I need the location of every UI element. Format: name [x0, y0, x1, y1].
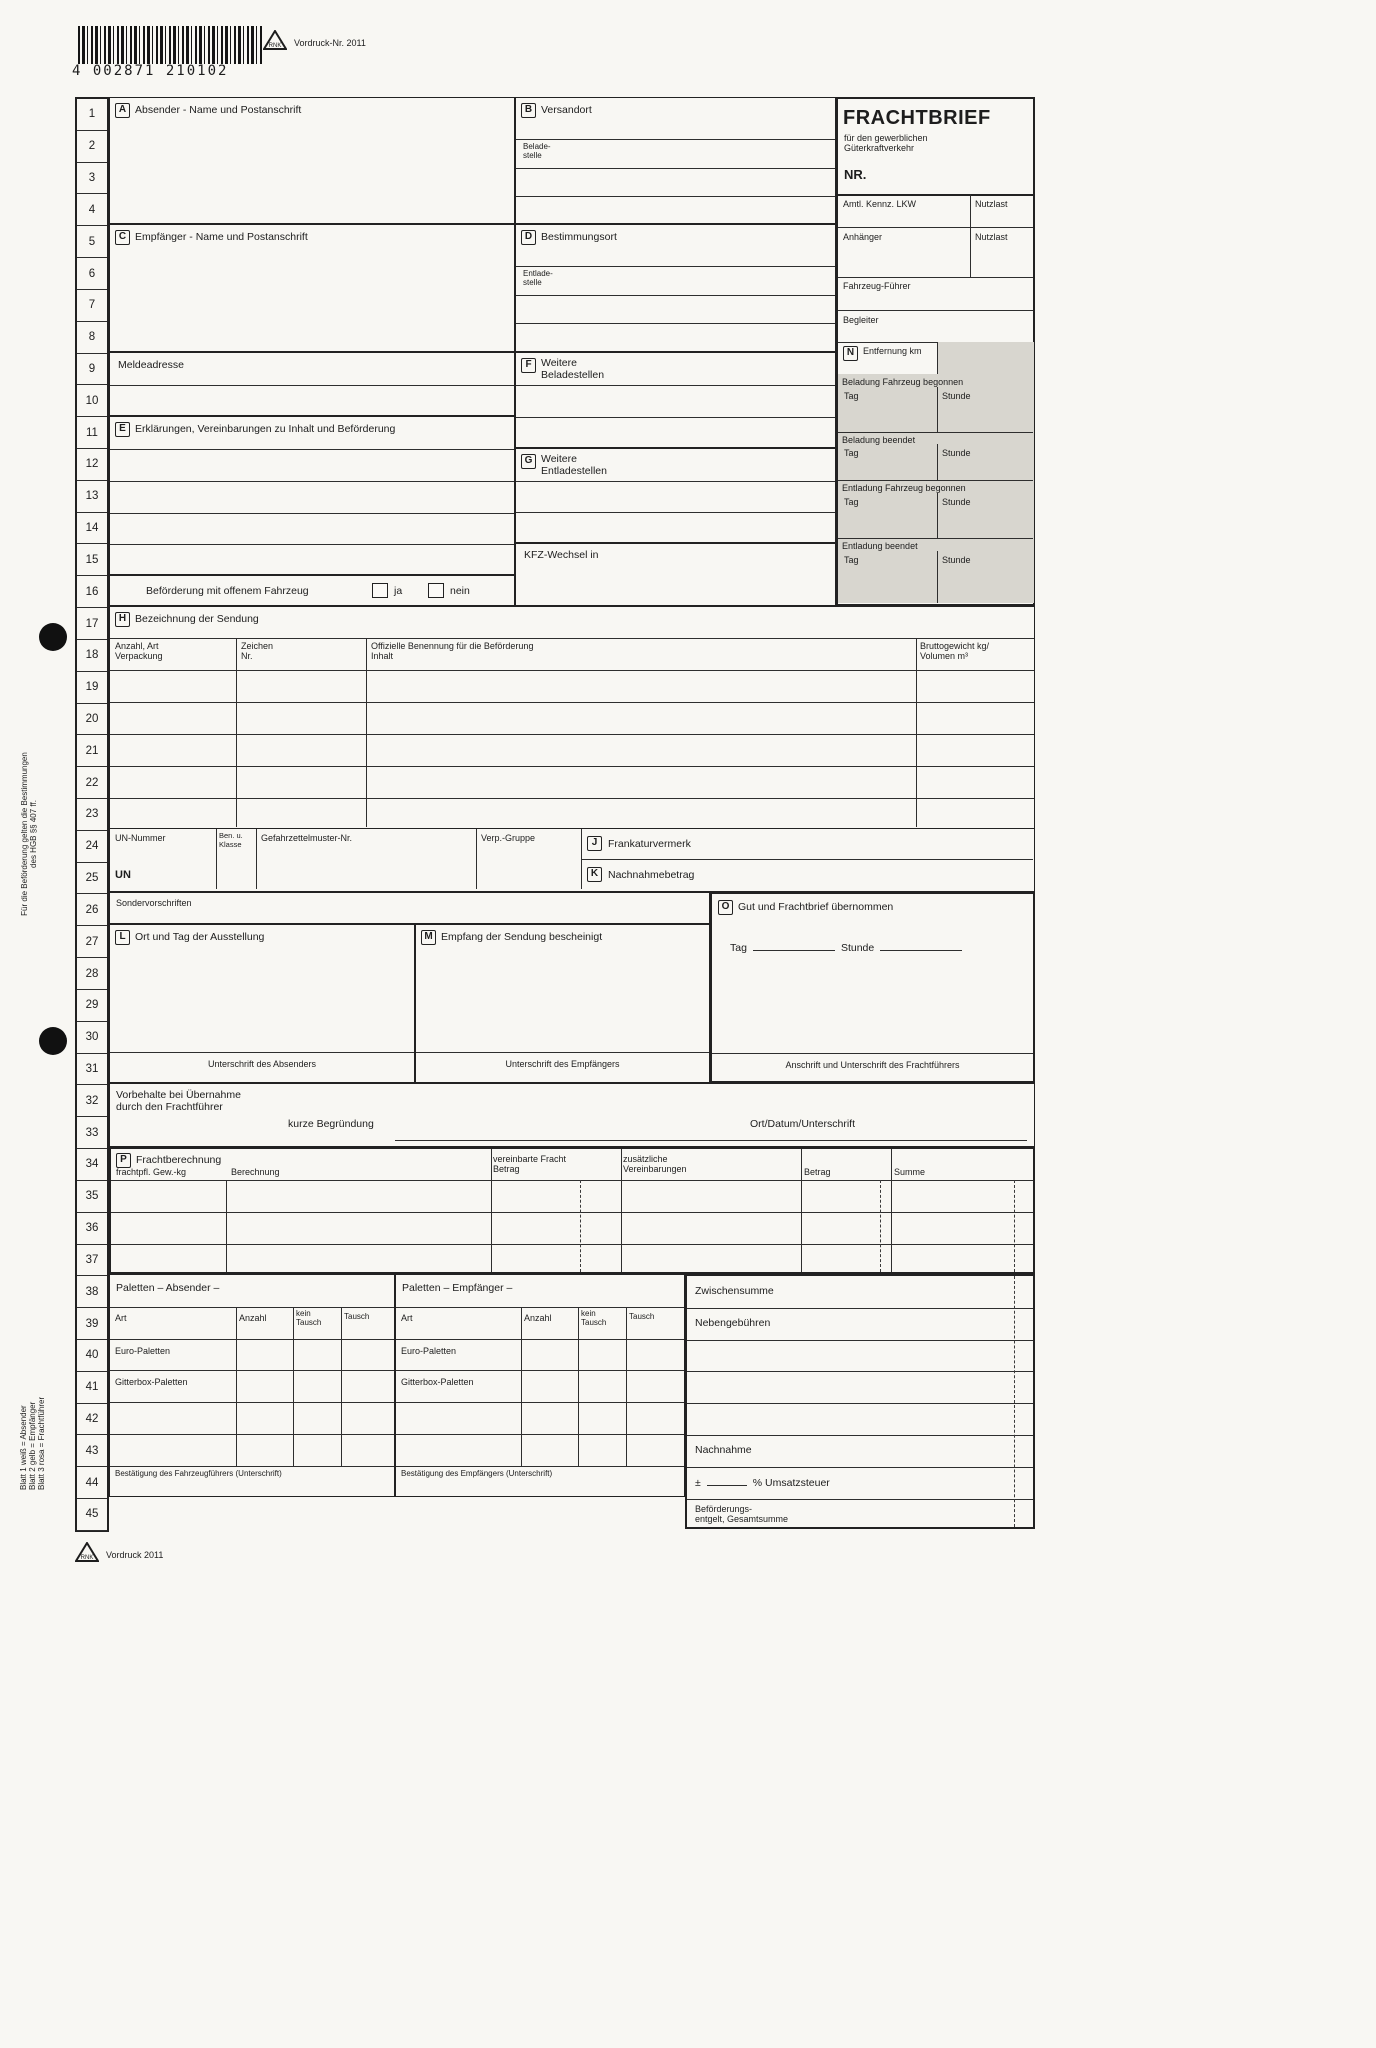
- ort-datum-unterschrift-label: Ort/Datum/Unterschrift: [750, 1118, 856, 1130]
- vendor-note-top: Vordruck-Nr. 2011: [294, 38, 366, 48]
- stunde-label: Stunde: [942, 391, 971, 401]
- letter-badge-m: M: [421, 930, 436, 945]
- row-number: 1: [77, 99, 107, 131]
- zwischensumme-label: Zwischensumme: [695, 1285, 774, 1297]
- umsatzsteuer-label: % Umsatzsteuer: [752, 1477, 830, 1489]
- empfang-label: Empfang der Sendung bescheinigt: [441, 931, 603, 943]
- uebernahme-box[interactable]: [710, 892, 1035, 1083]
- stunde-label: Stunde: [840, 942, 875, 954]
- decimal-line: [880, 1180, 881, 1272]
- kfz-wechsel-box[interactable]: [515, 543, 836, 606]
- rule-line: [236, 1307, 237, 1466]
- rule-line: [396, 1370, 684, 1371]
- letter-badge-e: E: [115, 422, 130, 437]
- row-number: 42: [77, 1404, 107, 1436]
- row-number: 27: [77, 926, 107, 958]
- rule-line: [476, 829, 477, 889]
- ausstellung-box[interactable]: [109, 924, 415, 1083]
- begleiter-label: Begleiter: [843, 315, 879, 325]
- barcode: [78, 26, 264, 64]
- rule-line: [970, 194, 971, 277]
- col-kein-tausch: kein Tausch: [296, 1309, 322, 1327]
- rule-line: [516, 266, 835, 267]
- section-d-label: Bestimmungsort: [541, 231, 617, 243]
- col-kein-tausch: kein Tausch: [581, 1309, 607, 1327]
- rule-line: [516, 196, 835, 197]
- col-betrag: Betrag: [804, 1167, 831, 1177]
- letter-badge-o: O: [718, 900, 733, 915]
- fahrer-label: Fahrzeug-Führer: [843, 281, 911, 291]
- tag-label: Tag: [730, 942, 747, 954]
- nebengebuehren-label: Nebengebühren: [695, 1317, 771, 1329]
- section-g-label: Weitere Entladestellen: [541, 453, 607, 478]
- frankaturvermerk-label: Frankaturvermerk: [608, 838, 691, 850]
- rule-line: [396, 1434, 684, 1435]
- row-number: 38: [77, 1276, 107, 1308]
- section-a-label: Absender - Name und Postanschrift: [135, 104, 302, 116]
- nr-label: NR.: [844, 167, 867, 182]
- fill-line[interactable]: [707, 1475, 747, 1486]
- col-bruttogewicht: Bruttogewicht kg/: [920, 641, 990, 651]
- paletten-absender-title: Paletten – Absender –: [116, 1282, 220, 1294]
- col-vereinbarte-fracht: vereinbarte Fracht: [493, 1154, 567, 1164]
- rule-line: [110, 766, 1034, 767]
- rule-line: [916, 638, 917, 827]
- kfz-wechsel-label: KFZ-Wechsel in: [524, 549, 599, 561]
- row-number: 9: [77, 354, 107, 386]
- meldeadresse-label: Meldeadresse: [118, 359, 184, 371]
- uebernahme-tag-stunde[interactable]: [730, 940, 968, 954]
- rule-line: [516, 168, 835, 169]
- nachnahme-label: Nachnahme: [695, 1444, 752, 1456]
- ausstellung-label: Ort und Tag der Ausstellung: [135, 931, 265, 943]
- rule-line: [396, 1339, 684, 1340]
- rule-line: [687, 1340, 1033, 1341]
- row-number: 25: [77, 863, 107, 895]
- tag-label: Tag: [844, 391, 859, 401]
- rule-line: [937, 342, 938, 374]
- vorbehalte-label1: Vorbehalte bei Übernahme: [116, 1089, 241, 1101]
- rule-line: [110, 544, 514, 545]
- letter-badge-n: N: [843, 346, 858, 361]
- rule-line: [110, 513, 514, 514]
- row-number: 18: [77, 640, 107, 672]
- row-number: 35: [77, 1181, 107, 1213]
- row-number: 29: [77, 990, 107, 1022]
- paletten-absender-table: [109, 1274, 395, 1497]
- section-a-box[interactable]: [109, 97, 515, 224]
- section-f-box[interactable]: [515, 352, 836, 448]
- frachtberechnung-title: Frachtberechnung: [136, 1154, 222, 1166]
- row-number: 5: [77, 226, 107, 258]
- paletten-empfaenger-footer: Bestätigung des Empfängers (Unterschrift): [401, 1469, 553, 1478]
- rule-line: [801, 1149, 802, 1272]
- sondervorschriften-label: Sondervorschriften: [116, 898, 192, 908]
- section-b-box[interactable]: [515, 97, 836, 224]
- copy-legend: Blatt 1 weiß = Absender Blatt 2 gelb = Empfänger Blatt 3 rosa = Frachtführer: [19, 1396, 46, 1490]
- row-number: 33: [77, 1117, 107, 1149]
- row-number: 45: [77, 1499, 107, 1531]
- rule-line: [110, 385, 514, 386]
- rule-line: [110, 638, 1034, 639]
- row-number: 4: [77, 194, 107, 226]
- rule-line: [416, 1052, 709, 1053]
- nutzlast2-label: Nutzlast: [975, 232, 1008, 242]
- rule-line: [341, 1307, 342, 1466]
- unterschrift-frachtfuehrer-label: Anschrift und Unterschrift des Frachtführers: [785, 1060, 960, 1070]
- tag-label: Tag: [844, 448, 859, 458]
- section-e-label: Erklärungen, Vereinbarungen zu Inhalt und Beförderung: [135, 423, 396, 435]
- col-benennung: Offizielle Benennung für die Beförderung: [371, 641, 534, 651]
- punch-hole-top: [39, 623, 67, 651]
- row-number: 17: [77, 608, 107, 640]
- nutzlast-label: Nutzlast: [975, 199, 1008, 209]
- rule-line: [516, 417, 835, 418]
- rule-line: [110, 1052, 414, 1053]
- section-f-label: Weitere Beladestellen: [541, 357, 605, 382]
- row-number: 26: [77, 895, 107, 927]
- letter-badge-p: P: [116, 1153, 131, 1168]
- svg-text:RNK: RNK: [268, 43, 282, 49]
- vehicle-column: [836, 97, 1035, 606]
- col-zeichen: Zeichen: [241, 641, 274, 651]
- rule-line: [256, 829, 257, 889]
- rule-line: [110, 1339, 394, 1340]
- letter-badge-b: B: [521, 103, 536, 118]
- svg-text:RNK: RNK: [80, 1555, 94, 1561]
- rule-line: [687, 1435, 1033, 1436]
- paletten-empfaenger-table: [395, 1274, 685, 1497]
- kennzeichen-label: Amtl. Kennz. LKW: [843, 199, 917, 209]
- col-anzahl: Anzahl: [524, 1313, 552, 1323]
- anhaenger-label: Anhänger: [843, 232, 883, 242]
- rule-line: [110, 1466, 394, 1467]
- rule-line: [687, 1467, 1033, 1468]
- section-g-box[interactable]: [515, 448, 836, 543]
- col-gewicht: frachtpfl. Gew.-kg: [116, 1167, 187, 1177]
- sendung-title: Bezeichnung der Sendung: [135, 613, 259, 625]
- triangle-logo-icon: [75, 1542, 99, 1562]
- rule-line: [937, 387, 938, 432]
- section-d-box[interactable]: [515, 224, 836, 352]
- stunde-label: Stunde: [942, 555, 971, 565]
- letter-badge-h: H: [115, 612, 130, 627]
- vorbehalte-box[interactable]: [109, 1083, 1035, 1147]
- row-number: 12: [77, 449, 107, 481]
- row-number: 10: [77, 385, 107, 417]
- letter-badge-g: G: [521, 454, 536, 469]
- nachnahmebetrag-label: Nachnahmebetrag: [608, 869, 695, 881]
- rule-line: [110, 1307, 394, 1308]
- rule-line: [293, 1307, 294, 1466]
- row-number: 37: [77, 1245, 107, 1277]
- euro-paletten-label: Euro-Paletten: [401, 1346, 457, 1356]
- frachtbrief-subtitle: für den gewerblichen Güterkraftverkehr: [844, 133, 928, 154]
- rule-line: [838, 194, 1033, 196]
- umsatzsteuer-row: [695, 1475, 830, 1489]
- rule-line: [838, 538, 1033, 539]
- col-inhalt: Inhalt: [371, 651, 394, 661]
- rule-line: [110, 1370, 394, 1371]
- letter-badge-d: D: [521, 230, 536, 245]
- vorbehalte-label2: durch den Frachtführer: [116, 1101, 223, 1113]
- row-number: 34: [77, 1149, 107, 1181]
- paletten-empfaenger-title: Paletten – Empfänger –: [402, 1282, 513, 1294]
- col-tausch: Tausch: [344, 1312, 370, 1321]
- rule-line: [937, 444, 938, 480]
- row-number: 23: [77, 799, 107, 831]
- section-c-box[interactable]: [109, 224, 515, 352]
- rule-line: [687, 1371, 1033, 1372]
- col-summe: Summe: [894, 1167, 926, 1177]
- rule-line: [516, 512, 835, 513]
- rule-line: [111, 1212, 1033, 1213]
- rule-line: [110, 1402, 394, 1403]
- col-volumen: Volumen m³: [920, 651, 969, 661]
- rule-line: [516, 385, 835, 386]
- rule-line: [396, 1402, 684, 1403]
- entladung-begonnen-label: Entladung Fahrzeug begonnen: [842, 483, 966, 493]
- rule-line: [110, 734, 1034, 735]
- col-tausch: Tausch: [629, 1312, 655, 1321]
- rule-line: [516, 139, 835, 140]
- row-number: 30: [77, 1022, 107, 1054]
- rule-line: [110, 449, 514, 450]
- tag-label: Tag: [844, 497, 859, 507]
- row-number: 20: [77, 704, 107, 736]
- entladestelle-label2: stelle: [523, 278, 542, 287]
- rule-line: [366, 638, 367, 827]
- row-number: 24: [77, 831, 107, 863]
- rule-line: [838, 227, 1033, 228]
- fill-line[interactable]: [753, 940, 835, 951]
- rule-line: [937, 551, 938, 603]
- decimal-line: [1014, 1276, 1015, 1527]
- rule-line: [516, 295, 835, 296]
- gesamtsumme-label1: Beförderungs-: [695, 1504, 753, 1514]
- row-number: 28: [77, 958, 107, 990]
- gesamtsumme-label2: entgelt, Gesamtsumme: [695, 1514, 789, 1524]
- vendor-note-bottom: Vordruck 2011: [106, 1550, 164, 1560]
- sondervorschriften-row[interactable]: [109, 892, 710, 924]
- rule-line: [110, 481, 514, 482]
- row-number: 39: [77, 1308, 107, 1340]
- decimal-line: [1014, 1180, 1015, 1272]
- verp-gruppe-label: Verp.-Gruppe: [481, 833, 536, 843]
- beladestelle-label: Belade-: [523, 142, 551, 151]
- rule-line: [937, 493, 938, 538]
- nein-label: nein: [450, 585, 470, 597]
- beladung-begonnen-label: Beladung Fahrzeug begonnen: [842, 377, 964, 387]
- rule-line: [516, 481, 835, 482]
- rule-line: [838, 310, 1033, 311]
- euro-paletten-label: Euro-Paletten: [115, 1346, 171, 1356]
- rule-line: [491, 1149, 492, 1272]
- rule-line: [578, 1307, 579, 1466]
- rule-line: [687, 1403, 1033, 1404]
- col-vereinbarte-betrag: Betrag: [493, 1164, 520, 1174]
- col-art: Art: [401, 1313, 413, 1323]
- rule-line: [110, 702, 1034, 703]
- gefahrgut-row: [109, 828, 1035, 892]
- letter-badge-k: K: [587, 867, 602, 882]
- gefahrzettel-label: Gefahrzettelmuster-Nr.: [261, 833, 353, 843]
- uebernahme-label: Gut und Frachtbrief übernommen: [738, 901, 894, 913]
- beladestelle-label2: stelle: [523, 151, 542, 160]
- rule-line: [581, 859, 1033, 860]
- row-number: 13: [77, 481, 107, 513]
- rule-line: [687, 1308, 1033, 1309]
- row-number: 41: [77, 1372, 107, 1404]
- letter-badge-c: C: [115, 230, 130, 245]
- row-number: 36: [77, 1213, 107, 1245]
- section-e-box[interactable]: [109, 416, 515, 575]
- section-b-label: Versandort: [541, 104, 592, 116]
- sendung-table: [109, 606, 1035, 829]
- ja-label: ja: [394, 585, 403, 597]
- triangle-logo-icon: [263, 30, 287, 50]
- paletten-absender-footer: Bestätigung des Fahrzeugführers (Unterschrift): [115, 1469, 282, 1478]
- rule-line: [626, 1307, 627, 1466]
- rule-line: [110, 670, 1034, 671]
- fill-line[interactable]: [880, 940, 962, 951]
- rule-line: [110, 1434, 394, 1435]
- stunde-label: Stunde: [942, 497, 971, 507]
- unterschrift-empfaenger-label: Unterschrift des Empfängers: [505, 1059, 620, 1069]
- rule-line: [838, 480, 1033, 481]
- rule-line: [838, 432, 1033, 433]
- hgb-side-note: Für die Beförderung gelten die Bestimmungen des HGB §§ 407 ff.: [20, 752, 38, 916]
- rule-line: [621, 1149, 622, 1272]
- letter-badge-l: L: [115, 930, 130, 945]
- punch-hole-bottom: [39, 1027, 67, 1055]
- col-vereinbarungen: Vereinbarungen: [623, 1164, 687, 1174]
- row-number: 32: [77, 1085, 107, 1117]
- row-number: 2: [77, 131, 107, 163]
- gitterbox-paletten-label: Gitterbox-Paletten: [401, 1377, 474, 1387]
- rule-line: [396, 1466, 684, 1467]
- row-number: 22: [77, 767, 107, 799]
- decimal-line: [580, 1180, 581, 1272]
- row-number: 3: [77, 163, 107, 195]
- row-number: 43: [77, 1435, 107, 1467]
- rule-line: [838, 277, 1033, 278]
- rule-line: [516, 323, 835, 324]
- letter-badge-j: J: [587, 836, 602, 851]
- rule-line: [396, 1307, 684, 1308]
- shaded-cell[interactable]: [937, 342, 1034, 374]
- row-number: 44: [77, 1467, 107, 1499]
- col-berechnung: Berechnung: [231, 1167, 280, 1177]
- row-number: 14: [77, 513, 107, 545]
- letter-badge-f: F: [521, 358, 536, 373]
- rule-line: [891, 1149, 892, 1272]
- col-anzahl-art: Anzahl, Art: [115, 641, 159, 651]
- frachtberechnung-table: [109, 1147, 1035, 1274]
- col-art: Art: [115, 1313, 127, 1323]
- letter-badge-a: A: [115, 103, 130, 118]
- tag-label: Tag: [844, 555, 859, 565]
- row-number: 19: [77, 672, 107, 704]
- summen-column: [685, 1274, 1035, 1529]
- rule-line: [110, 798, 1034, 799]
- row-number: 40: [77, 1340, 107, 1372]
- frachtbrief-title: FRACHTBRIEF: [843, 107, 991, 129]
- vendor-logo: [263, 30, 287, 55]
- un-label: UN: [115, 869, 131, 881]
- row-number-column: [75, 97, 109, 1532]
- col-anzahl: Anzahl: [239, 1313, 267, 1323]
- col-zusaetzliche: zusätzliche: [623, 1154, 668, 1164]
- col-verpackung: Verpackung: [115, 651, 163, 661]
- rule-line: [236, 638, 237, 827]
- row-number: 7: [77, 290, 107, 322]
- barcode-number: 4 002871 210102: [72, 63, 229, 79]
- rule-line: [521, 1307, 522, 1466]
- offenes-fahrzeug-label: Beförderung mit offenem Fahrzeug: [146, 585, 309, 597]
- fill-line[interactable]: [395, 1140, 1027, 1141]
- row-number: 15: [77, 544, 107, 576]
- entfernung-label: Entfernung km: [863, 346, 922, 356]
- unterschrift-absender-label: Unterschrift des Absenders: [207, 1059, 317, 1069]
- rule-line: [216, 829, 217, 889]
- row-number: 21: [77, 735, 107, 767]
- meldeadresse-box[interactable]: [109, 352, 515, 416]
- gitterbox-paletten-label: Gitterbox-Paletten: [115, 1377, 188, 1387]
- rule-line: [687, 1499, 1033, 1500]
- entladestelle-label: Entlade-: [523, 269, 553, 278]
- beladung-beendet-label: Beladung beendet: [842, 435, 916, 445]
- rule-line: [712, 1053, 1033, 1054]
- rule-line: [111, 1180, 1033, 1181]
- row-number: 11: [77, 417, 107, 449]
- klasse-label: Ben. u. Klasse: [219, 831, 243, 849]
- offenes-fahrzeug-row: [109, 575, 515, 606]
- empfang-box[interactable]: [415, 924, 710, 1083]
- plus-minus-sign: ±: [695, 1477, 701, 1489]
- row-number: 31: [77, 1054, 107, 1086]
- rule-line: [111, 1244, 1033, 1245]
- vendor-logo-bottom: [75, 1542, 99, 1567]
- stunde-label: Stunde: [942, 448, 971, 458]
- entladung-beendet-label: Entladung beendet: [842, 541, 918, 551]
- begruendung-label: kurze Begründung: [288, 1118, 374, 1130]
- row-number: 6: [77, 258, 107, 290]
- row-number: 8: [77, 322, 107, 354]
- nein-checkbox[interactable]: [428, 583, 444, 598]
- section-c-label: Empfänger - Name und Postanschrift: [135, 231, 308, 243]
- rule-line: [226, 1180, 227, 1272]
- col-nr: Nr.: [241, 651, 253, 661]
- ja-checkbox[interactable]: [372, 583, 388, 598]
- un-nummer-label: UN-Nummer: [115, 833, 166, 843]
- row-number: 16: [77, 576, 107, 608]
